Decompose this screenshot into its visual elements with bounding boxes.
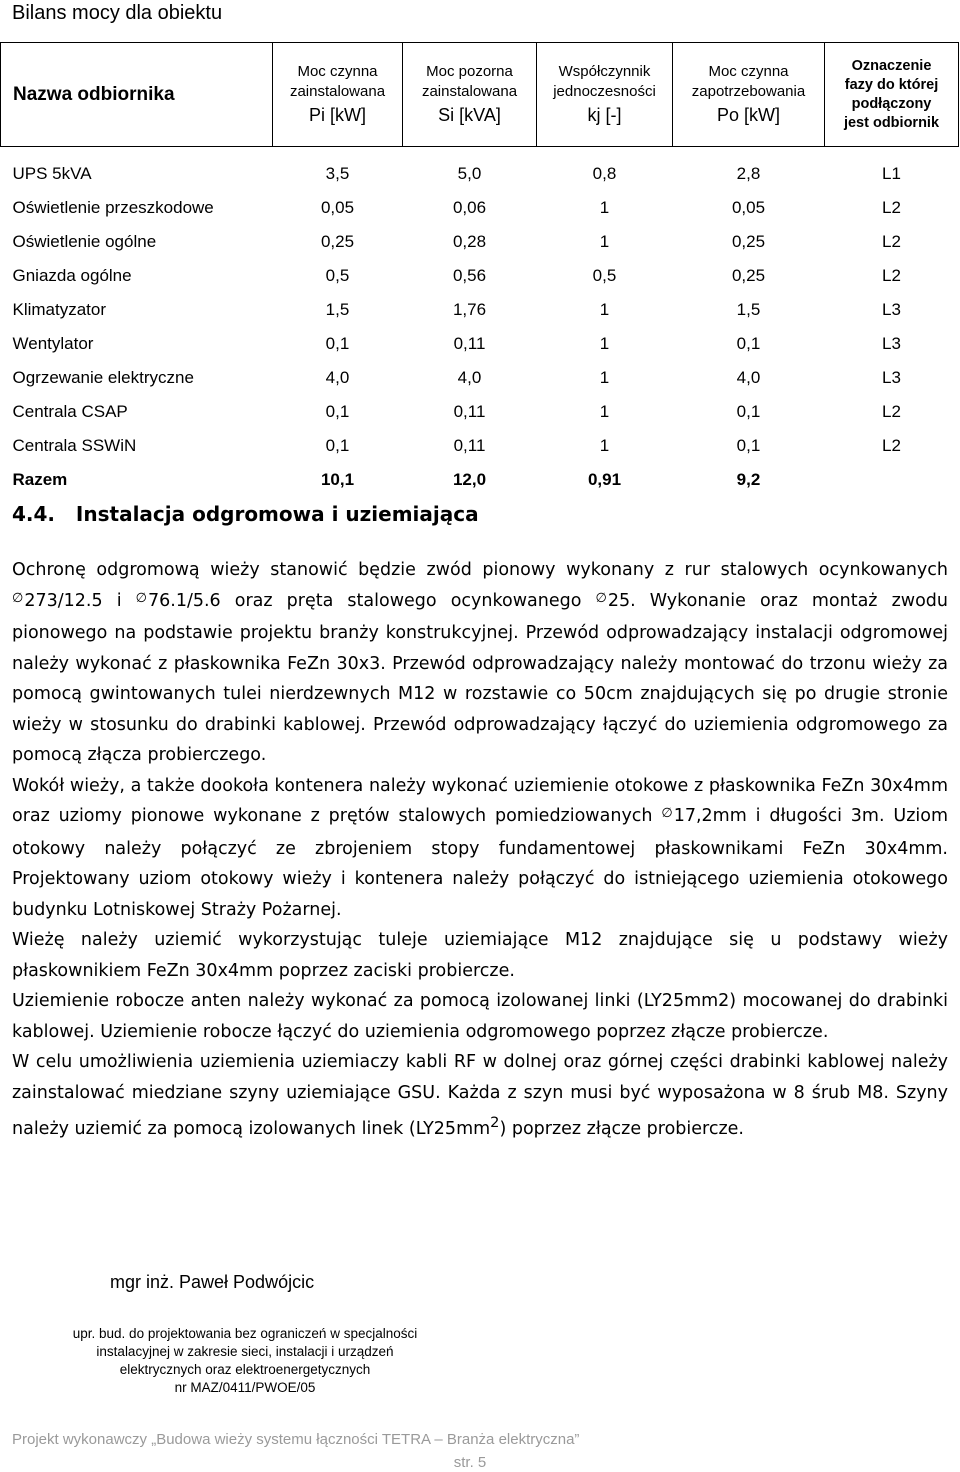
- table-row: [1, 327, 959, 361]
- cell-phase: L3: [882, 368, 901, 387]
- cell-po: 0,05: [731, 198, 766, 217]
- header-installed-apparent-power: [403, 43, 537, 147]
- cell-phase: L2: [882, 402, 901, 421]
- header-si-line-2: zainstalowana: [421, 82, 518, 100]
- cell-po: 0,25: [731, 232, 766, 251]
- cell-po: 1,5: [736, 300, 761, 319]
- cell-pi: 0,25: [320, 232, 355, 251]
- cell-phase: L2: [882, 232, 901, 251]
- diameter-symbol: ∅: [595, 590, 607, 606]
- table-row: [1, 361, 959, 395]
- header-name: Nazwa odbiornika: [1, 43, 273, 147]
- cell-si: 0,11: [453, 436, 486, 455]
- p5-text-b: ) poprzez złącze probiercze.: [499, 1118, 744, 1139]
- paragraph-tower-earthing: Wieżę należy uziemić wykorzystując tuleje uziemiające M12 znajdujące się u podstawy wieży płaskownikiem FeZn 30x4mm poprzez zaciski probiercze.: [12, 930, 948, 981]
- cell-name: Centrala SSWiN: [12, 436, 137, 455]
- cell-pi: 0,1: [325, 402, 350, 421]
- table-row: [1, 191, 959, 225]
- cell-name: Oświetlenie przeszkodowe: [12, 198, 214, 217]
- cell-kj: 1: [599, 300, 610, 319]
- document-title: Bilans mocy dla obiektu: [12, 2, 223, 24]
- cell-kj: 1: [599, 436, 610, 455]
- header-kj-unit: kj [-]: [587, 104, 622, 125]
- table-row: [1, 293, 959, 327]
- cell-phase: L3: [882, 334, 901, 353]
- cell-phase: L2: [882, 198, 901, 217]
- cell-phase: L2: [882, 266, 901, 285]
- table-row: [1, 225, 959, 259]
- cell-si: 5,0: [457, 164, 482, 183]
- section-number: 4.4.: [12, 502, 56, 526]
- cell-pi: 0,05: [320, 198, 355, 217]
- cell-name: Centrala CSAP: [12, 402, 128, 421]
- header-po-line-1: Moc czynna: [708, 62, 789, 80]
- header-demand-active-power: [673, 43, 825, 147]
- cell-kj: 0,8: [592, 164, 617, 183]
- cell-po: 0,1: [736, 334, 761, 353]
- paragraph-rf-cable-earthing: [12, 1047, 948, 1144]
- credentials-line: nr MAZ/0411/PWOE/05: [174, 1380, 316, 1395]
- page-footer: Projekt wykonawczy „Budowa wieży systemu łączności TETRA – Branża elektryczna”: [12, 1431, 580, 1448]
- cell-si: 4,0: [457, 368, 482, 387]
- cell-po: 4,0: [736, 368, 761, 387]
- cell-pi: 3,5: [325, 164, 350, 183]
- cell-kj: 0,5: [592, 266, 617, 285]
- diameter-symbol: ∅: [12, 590, 24, 606]
- cell-total-name: Razem: [12, 470, 68, 489]
- header-si-line-1: Moc pozorna: [426, 62, 513, 80]
- section-body: [12, 555, 948, 1144]
- cell-total-po: 9,2: [736, 470, 761, 489]
- cell-si: 1,76: [452, 300, 487, 319]
- table-header-row: [1, 43, 959, 147]
- header-pi-line-2: zainstalowana: [289, 82, 386, 100]
- page-number: str. 5: [453, 1454, 487, 1471]
- header-simultaneity-factor: [537, 43, 673, 147]
- cell-phase: L3: [882, 300, 901, 319]
- cell-si: 0,06: [452, 198, 487, 217]
- cell-si: 0,56: [452, 266, 487, 285]
- paragraph-antenna-earthing: Uziemienie robocze anten należy wykonać za pomocą izolowanej linki (LY25mm2) mocowanej do drabinki kablowej. Uziemienie robocze łączyć do uziemienia odgromowego poprzez złącze probiercze.: [12, 991, 948, 1042]
- p1-text-d: 25. Wykonanie oraz montaż zwodu pionowego na podstawie projektu branży konstrukcyjnej. Przewód odprowadzający instalacji odgromowej należy wykonać z płaskownika FeZn 30x3. Przewód odprowadzający należy montować do trzonu wieży za pomocą gwintowanych tulei nierdzewnych M12 w rozstawie co 50cm znajdujących się po drugie stronie wieży w stosunku do drabinki kablowej. Przewód odprowadzający łączyć do uziemienia odgromowego za pomocą złącza probierczego.: [12, 590, 948, 765]
- header-kj-line-1: Współczynnik: [558, 62, 651, 80]
- cell-pi: 0,1: [325, 334, 350, 353]
- cell-name: UPS 5kVA: [12, 164, 92, 183]
- p1-text-b: 273/12.5 i: [24, 590, 136, 611]
- table-total-row: [1, 463, 959, 497]
- power-balance-table: [0, 42, 958, 497]
- cell-total-phase: [825, 463, 959, 497]
- cell-pi: 0,1: [325, 436, 350, 455]
- paragraph-lightning-protection: [12, 555, 948, 771]
- diameter-symbol: ∅: [661, 806, 673, 821]
- cell-kj: 1: [599, 368, 610, 387]
- cell-kj: 1: [599, 334, 610, 353]
- cell-po: 0,25: [731, 266, 766, 285]
- cell-si: 0,28: [452, 232, 487, 251]
- cell-phase: L1: [882, 164, 901, 183]
- p1-text-c: 76.1/5.6 oraz pręta stalowego ocynkowanego: [147, 590, 596, 611]
- header-phase-line-4: jest odbiornik: [843, 114, 940, 131]
- header-phase: [825, 43, 959, 147]
- cell-name: Klimatyzator: [12, 300, 107, 319]
- cell-po: 0,1: [736, 436, 761, 455]
- table-row: [1, 429, 959, 463]
- section-heading: [12, 502, 479, 526]
- cell-pi: 4,0: [325, 368, 350, 387]
- p5-text-a: W celu umożliwienia uziemienia uziemiaczy kabli RF w dolnej oraz górnej części drabinki kablowej należy zainstalować miedziane szyny uziemiające GSU. Każda z szyn musi być wyposażona w 8 śrub M8. Szyny należy uziemić za pomocą izolowanych linek (LY25mm: [12, 1052, 948, 1139]
- cell-total-pi: 10,1: [320, 470, 355, 489]
- table-row: [1, 395, 959, 429]
- header-pi-unit: Pi [kW]: [309, 104, 366, 125]
- p1-text-a: Ochronę odgromową wieży stanowić będzie zwód pionowy wykonany z rur stalowych ocynkowanych: [12, 560, 948, 580]
- signature-name: mgr inż. Paweł Podwójcic: [110, 1272, 315, 1292]
- table-row: [1, 259, 959, 293]
- cell-kj: 1: [599, 402, 610, 421]
- header-installed-active-power: [273, 43, 403, 147]
- cell-po: 0,1: [736, 402, 761, 421]
- table-row: [1, 147, 959, 192]
- p5-superscript: 2: [490, 1114, 500, 1131]
- cell-pi: 1,5: [325, 300, 350, 319]
- section-title: Instalacja odgromowa i uziemiająca: [75, 502, 479, 526]
- cell-total-si: 12,0: [452, 470, 487, 489]
- cell-kj: 1: [599, 232, 610, 251]
- p2-text-a: Wokół wieży, a także dookoła kontenera należy wykonać uziemienie otokowe z płaskownika FeZn 30x4mm oraz uziomy pionowe wykonane z prętów stalowych pomiedziowanych: [12, 775, 948, 826]
- credentials-line: upr. bud. do projektowania bez ograniczeń w specjalności: [72, 1326, 418, 1341]
- diameter-symbol: ∅: [135, 590, 147, 606]
- header-kj-line-2: jednoczesności: [553, 82, 656, 100]
- cell-total-kj: 0,91: [587, 470, 622, 489]
- header-pi-line-1: Moc czynna: [297, 62, 378, 80]
- cell-name: Wentylator: [12, 334, 94, 353]
- header-phase-line-1: Oznaczenie: [851, 57, 932, 74]
- credentials-line: elektrycznych oraz elektroenergetycznych: [119, 1362, 371, 1377]
- cell-si: 0,11: [453, 402, 486, 421]
- cell-po: 2,8: [736, 164, 761, 183]
- cell-phase: L2: [882, 436, 901, 455]
- header-si-unit: Si [kVA]: [438, 104, 501, 125]
- credentials-line: instalacyjnej w zakresie sieci, instalacji i urządzeń: [96, 1344, 394, 1359]
- cell-si: 0,11: [453, 334, 486, 353]
- cell-name: Gniazda ogólne: [12, 266, 132, 285]
- cell-kj: 1: [599, 198, 610, 217]
- header-po-unit: Po [kW]: [716, 104, 780, 125]
- signature-credentials: [30, 1325, 460, 1397]
- paragraph-earthing-ring: [12, 771, 948, 926]
- header-po-line-2: zapotrzebowania: [691, 82, 806, 100]
- header-phase-line-3: podłączony: [851, 95, 932, 112]
- cell-name: Oświetlenie ogólne: [12, 232, 157, 251]
- p2-text-b: 17,2mm i długości 3m. Uziom otokowy należy połączyć ze zbrojeniem stopy fundamentowej płaskownikami FeZn 30x4mm. Projektowany uziom otokowy wieży i kontenera należy połączyć do istniejącego uziemienia otokowego budynku Lotniskowej Straży Pożarnej.: [12, 806, 948, 920]
- cell-pi: 0,5: [325, 266, 350, 285]
- header-phase-line-2: fazy do której: [844, 76, 939, 93]
- cell-name: Ogrzewanie elektryczne: [12, 368, 194, 387]
